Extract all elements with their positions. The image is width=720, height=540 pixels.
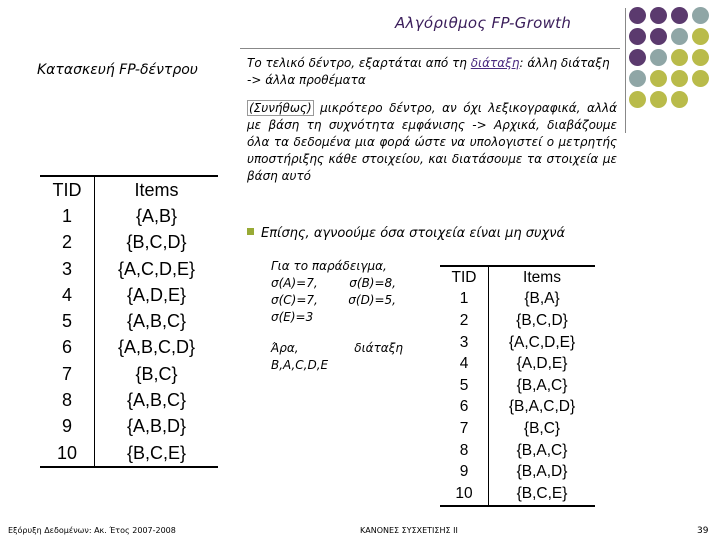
- table-row: [40, 335, 218, 361]
- tid-cell: 8: [459, 441, 469, 459]
- tid-cell: 1: [61, 205, 72, 226]
- paragraph1-end: : άλλη διάταξη -> άλλα προθέματα: [247, 56, 610, 87]
- tid-cell: 10: [455, 484, 473, 502]
- slide-subtitle: Κατασκευή FP-δέντρου: [37, 62, 198, 78]
- tid-cell: 10: [56, 442, 78, 463]
- decorative-dot: [650, 49, 667, 66]
- tid-cell: 8: [61, 390, 72, 411]
- page-number: 39: [697, 526, 709, 536]
- decorative-dot: [650, 28, 667, 45]
- support-e: σ(E)=3: [271, 310, 314, 324]
- tid-cell: 3: [459, 333, 469, 351]
- footer-topic: ΚΑΝΟΝΕΣ ΣΥΣΧΕΤΙΣΗΣ ΙΙ: [360, 526, 458, 535]
- tid-cell: 5: [459, 376, 469, 394]
- tid-cell: 5: [61, 311, 72, 332]
- items-cell: {A,B,D}: [95, 414, 219, 440]
- items-cell: {A,B,C,D}: [95, 335, 219, 361]
- support-d: σ(D)=5,: [348, 293, 396, 307]
- bullet-square-icon: [247, 228, 254, 235]
- decorative-dot: [650, 91, 667, 108]
- decorative-dot: [650, 7, 667, 24]
- items-cell: {B,C,D}: [95, 230, 219, 256]
- items-cell: {A,B,C}: [95, 387, 219, 413]
- support-row-ab: [271, 275, 396, 292]
- table-row: [40, 282, 218, 308]
- table-row: [440, 418, 595, 440]
- table-header-row: [40, 176, 218, 203]
- decorative-dot: [692, 70, 709, 87]
- example-intro: Για το παράδειγμα,: [271, 259, 387, 273]
- items-cell: {A,C,D,E}: [95, 256, 219, 282]
- order-heading: [271, 340, 403, 357]
- decorative-dot: [629, 49, 646, 66]
- table-row: [440, 375, 595, 397]
- table-row: [40, 440, 218, 467]
- tid-cell: 9: [61, 416, 72, 437]
- header-items: Items: [489, 266, 596, 289]
- decorative-dot: [671, 28, 688, 45]
- paragraph1-start: Το τελικό δέντρο, εξαρτάται από τη: [247, 56, 471, 70]
- decorative-dot: [671, 70, 688, 87]
- support-c: σ(C)=7,: [271, 293, 318, 307]
- support-a: σ(A)=7,: [271, 276, 318, 290]
- bullet-text: Επίσης, αγνοούμε όσα στοιχεία είναι μη συχνά: [261, 226, 566, 241]
- support-example: [271, 258, 431, 326]
- items-cell: {B,A}: [489, 289, 596, 311]
- decorative-dot: [629, 7, 646, 24]
- resulting-order: [271, 340, 431, 374]
- table-row: [440, 310, 595, 332]
- items-cell: {A,B,C}: [95, 308, 219, 334]
- header-items: Items: [95, 176, 219, 203]
- items-cell: {B,A,C}: [489, 375, 596, 397]
- items-cell: {A,B}: [95, 203, 219, 229]
- order-label-therefore: Άρα,: [271, 341, 299, 355]
- tid-cell: 1: [459, 290, 469, 308]
- paragraph-frequency-order: [247, 100, 617, 185]
- items-cell: {B,C,E}: [95, 440, 219, 467]
- slide-title: Αλγόριθμος FP-Growth: [395, 14, 572, 32]
- table-row: [440, 289, 595, 311]
- items-cell: {A,D,E}: [489, 353, 596, 375]
- transactions-table-ordered: [440, 265, 595, 507]
- tid-cell: 7: [459, 419, 469, 437]
- tid-cell: 7: [61, 363, 72, 384]
- decorative-dot: [692, 49, 709, 66]
- paragraph2-text: μικρότερο δέντρο, αν όχι λεξικογραφικά, αλλά με βάση τη συχνότητα εμφάνισης -> Αρχικά, διαβάζουμε όλα τα δεδομένα μια φορά ώστε να υπολογιστεί ο μετρητής υποστήριξης κάθε στοιχείου, και διατάσουμε τα στοιχεία με βάση αυτό: [247, 101, 617, 183]
- items-cell: {B,C,E}: [489, 483, 596, 506]
- header-tid: TID: [40, 176, 95, 203]
- tid-cell: 2: [61, 232, 72, 253]
- paragraph-order-dependence: [247, 55, 617, 89]
- table-row: [40, 361, 218, 387]
- table-row: [440, 461, 595, 483]
- order-link[interactable]: διάταξη: [470, 56, 520, 70]
- decorative-dot: [692, 28, 709, 45]
- support-b: σ(B)=8,: [349, 276, 396, 290]
- items-cell: {A,C,D,E}: [489, 332, 596, 354]
- decorative-dot: [650, 70, 667, 87]
- footer-course: Εξόρυξη Δεδομένων: Ακ. Έτος 2007-2008: [8, 526, 176, 535]
- decorative-dot: [671, 49, 688, 66]
- tid-cell: 9: [459, 463, 469, 481]
- items-cell: {B,A,C}: [489, 440, 596, 462]
- header-tid: TID: [451, 268, 477, 286]
- tid-cell: 2: [459, 311, 469, 329]
- decorative-dot: [629, 28, 646, 45]
- table-row: [440, 353, 595, 375]
- table-row: [40, 203, 218, 229]
- table-row: [440, 397, 595, 419]
- tid-cell: 3: [61, 258, 72, 279]
- items-cell: {B,C}: [95, 361, 219, 387]
- tid-cell: 6: [61, 337, 72, 358]
- decorative-dot: [692, 7, 709, 24]
- decorative-dot: [629, 91, 646, 108]
- usually-highlight: (Συνήθως): [249, 101, 312, 115]
- order-value: B,A,C,D,E: [271, 358, 329, 372]
- table-row: [440, 483, 595, 506]
- items-cell: {B,C,D}: [489, 310, 596, 332]
- order-label-order: διάταξη: [354, 341, 403, 355]
- tid-cell: 4: [61, 284, 72, 305]
- items-cell: {B,A,D}: [489, 461, 596, 483]
- title-divider: [240, 48, 620, 49]
- table-row: [40, 308, 218, 334]
- decorative-dot: [629, 70, 646, 87]
- decorative-dot: [671, 91, 688, 108]
- table-header-row: [440, 266, 595, 289]
- vertical-divider: [625, 8, 626, 133]
- table-row: [40, 256, 218, 282]
- items-cell: {B,A,C,D}: [489, 397, 596, 419]
- tid-cell: 6: [459, 398, 469, 416]
- table-row: [40, 414, 218, 440]
- decorative-dot: [671, 7, 688, 24]
- table-row: [40, 230, 218, 256]
- tid-cell: 4: [459, 355, 469, 373]
- table-row: [440, 332, 595, 354]
- items-cell: {A,D,E}: [95, 282, 219, 308]
- bullet-ignore-infrequent: [247, 226, 565, 241]
- items-cell: {B,C}: [489, 418, 596, 440]
- transactions-table-original: [40, 175, 218, 468]
- support-row-cd: [271, 292, 396, 309]
- table-row: [40, 387, 218, 413]
- table-row: [440, 440, 595, 462]
